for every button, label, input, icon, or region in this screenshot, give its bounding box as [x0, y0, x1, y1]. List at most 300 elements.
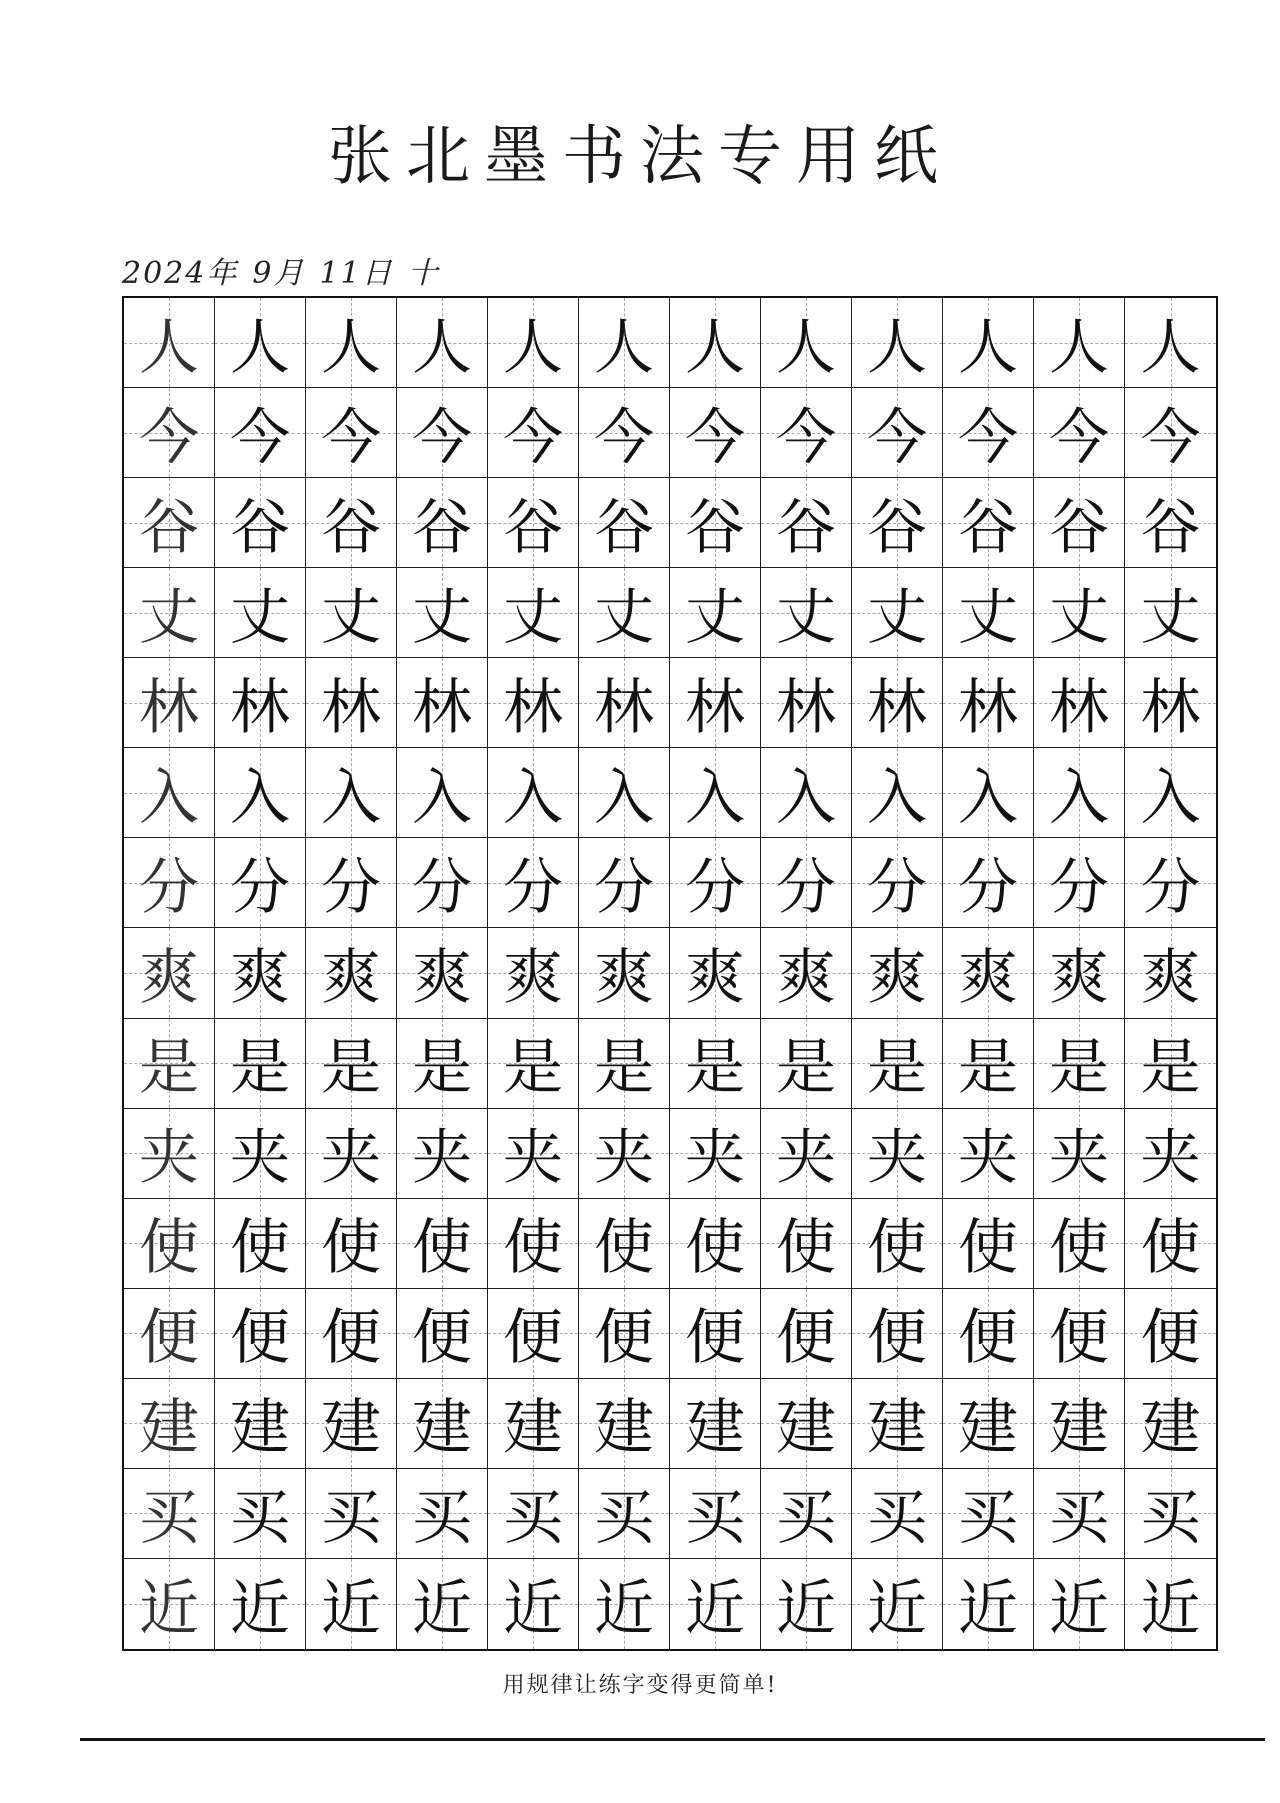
character: 使	[776, 1213, 836, 1284]
practice-character-cell	[579, 1469, 670, 1559]
character: 爽	[958, 942, 1018, 1013]
character: 谷	[321, 492, 381, 563]
character: 入	[412, 762, 472, 833]
character: 今	[1049, 402, 1109, 473]
character: 入	[776, 762, 836, 833]
character: 使	[230, 1213, 290, 1284]
practice-character-cell	[215, 1199, 306, 1289]
practice-character-cell	[943, 1019, 1034, 1109]
character: 人	[594, 312, 654, 383]
character: 分	[503, 852, 563, 923]
character: 买	[412, 1483, 472, 1554]
character: 今	[1140, 402, 1201, 473]
character: 林	[139, 672, 199, 743]
practice-character-cell	[215, 658, 306, 748]
practice-character-cell	[761, 298, 852, 388]
character: 使	[321, 1213, 381, 1284]
practice-character-cell	[852, 838, 943, 928]
practice-character-cell	[306, 568, 397, 658]
character: 是	[139, 1033, 199, 1104]
character: 使	[958, 1213, 1018, 1284]
character: 买	[685, 1483, 745, 1554]
practice-character-cell	[215, 388, 306, 478]
practice-character-cell	[670, 568, 761, 658]
practice-character-cell	[670, 928, 761, 1018]
practice-character-cell	[943, 298, 1034, 388]
practice-grid	[122, 296, 1218, 1651]
character: 今	[958, 402, 1018, 473]
practice-character-cell	[761, 478, 852, 568]
practice-character-cell	[761, 1109, 852, 1199]
character: 是	[594, 1033, 654, 1104]
practice-character-cell	[1034, 478, 1125, 568]
practice-character-cell	[761, 838, 852, 928]
character: 使	[867, 1213, 927, 1284]
character: 丈	[958, 582, 1018, 653]
practice-character-cell	[852, 388, 943, 478]
practice-character-cell	[215, 568, 306, 658]
practice-character-cell	[215, 928, 306, 1018]
character: 爽	[1140, 942, 1201, 1013]
practice-character-cell	[1034, 928, 1125, 1018]
character: 入	[321, 762, 381, 833]
character: 谷	[776, 492, 836, 563]
practice-character-cell	[1125, 748, 1216, 838]
practice-character-cell	[397, 1019, 488, 1109]
practice-character-cell	[852, 1199, 943, 1289]
model-character-cell	[124, 1469, 215, 1559]
model-character-cell	[124, 748, 215, 838]
practice-character-cell	[670, 1379, 761, 1469]
character: 夹	[321, 1123, 381, 1194]
character: 是	[867, 1033, 927, 1104]
practice-character-cell	[1125, 1379, 1216, 1469]
practice-character-cell	[488, 478, 579, 568]
model-character-cell	[124, 1109, 215, 1199]
character: 近	[958, 1573, 1018, 1644]
character: 丈	[321, 582, 381, 653]
character: 林	[776, 672, 836, 743]
character: 丈	[1049, 582, 1109, 653]
model-character-cell	[124, 838, 215, 928]
practice-character-cell	[397, 838, 488, 928]
character: 建	[503, 1393, 563, 1464]
character: 谷	[867, 492, 927, 563]
character: 买	[867, 1483, 927, 1554]
character: 便	[594, 1303, 654, 1374]
practice-character-cell	[397, 1379, 488, 1469]
practice-character-cell	[488, 1109, 579, 1199]
character: 买	[958, 1483, 1018, 1554]
character: 爽	[594, 942, 654, 1013]
character: 分	[412, 852, 472, 923]
character: 人	[230, 312, 290, 383]
character: 丈	[685, 582, 745, 653]
practice-character-cell	[215, 748, 306, 838]
practice-character-cell	[761, 1379, 852, 1469]
model-character-cell	[124, 1559, 215, 1649]
character: 丈	[867, 582, 927, 653]
practice-character-cell	[579, 748, 670, 838]
character: 今	[503, 402, 563, 473]
character: 丈	[139, 582, 199, 653]
practice-character-cell	[943, 388, 1034, 478]
practice-character-cell	[1125, 1019, 1216, 1109]
date-day: 11日	[319, 256, 394, 291]
practice-character-cell	[397, 928, 488, 1018]
practice-character-cell	[852, 298, 943, 388]
character: 是	[958, 1033, 1018, 1104]
character: 分	[867, 852, 927, 923]
character: 林	[1140, 672, 1201, 743]
character: 人	[685, 312, 745, 383]
practice-character-cell	[488, 1019, 579, 1109]
practice-character-cell	[579, 1559, 670, 1649]
practice-character-cell	[1125, 658, 1216, 748]
character: 近	[867, 1573, 927, 1644]
practice-character-cell	[488, 298, 579, 388]
character: 建	[776, 1393, 836, 1464]
practice-character-cell	[1125, 1109, 1216, 1199]
character: 近	[503, 1573, 563, 1644]
practice-character-cell	[397, 388, 488, 478]
character: 爽	[685, 942, 745, 1013]
practice-character-cell	[397, 1109, 488, 1199]
practice-character-cell	[1125, 298, 1216, 388]
practice-character-cell	[670, 838, 761, 928]
practice-character-cell	[1034, 568, 1125, 658]
character: 今	[594, 402, 654, 473]
practice-character-cell	[1034, 1559, 1125, 1649]
character: 买	[1140, 1483, 1201, 1554]
model-character-cell	[124, 568, 215, 658]
model-character-cell	[124, 658, 215, 748]
character: 今	[685, 402, 745, 473]
practice-character-cell	[306, 928, 397, 1018]
character: 使	[685, 1213, 745, 1284]
character: 近	[685, 1573, 745, 1644]
date-mark: 十	[407, 256, 440, 291]
practice-character-cell	[306, 388, 397, 478]
character: 是	[230, 1033, 290, 1104]
character: 夹	[776, 1123, 836, 1194]
character: 使	[412, 1213, 472, 1284]
character: 便	[958, 1303, 1018, 1374]
character: 买	[230, 1483, 290, 1554]
practice-character-cell	[1125, 838, 1216, 928]
character: 近	[230, 1573, 290, 1644]
practice-character-cell	[306, 1559, 397, 1649]
practice-character-cell	[1125, 928, 1216, 1018]
character: 夹	[1140, 1123, 1201, 1194]
practice-character-cell	[306, 1109, 397, 1199]
practice-character-cell	[397, 1559, 488, 1649]
practice-character-cell	[761, 1559, 852, 1649]
practice-character-cell	[852, 568, 943, 658]
practice-character-cell	[1034, 1379, 1125, 1469]
character: 建	[412, 1393, 472, 1464]
character: 爽	[321, 942, 381, 1013]
character: 今	[867, 402, 927, 473]
character: 使	[1049, 1213, 1109, 1284]
character: 分	[776, 852, 836, 923]
character: 近	[321, 1573, 381, 1644]
practice-character-cell	[215, 1379, 306, 1469]
character: 爽	[230, 942, 290, 1013]
model-character-cell	[124, 478, 215, 568]
practice-character-cell	[488, 568, 579, 658]
character: 林	[321, 672, 381, 743]
practice-character-cell	[306, 298, 397, 388]
character: 爽	[1049, 942, 1109, 1013]
practice-character-cell	[761, 388, 852, 478]
practice-character-cell	[397, 748, 488, 838]
date-month: 9月	[252, 256, 306, 291]
character: 丈	[776, 582, 836, 653]
practice-character-cell	[306, 1289, 397, 1379]
practice-character-cell	[852, 1109, 943, 1199]
character: 人	[776, 312, 836, 383]
practice-character-cell	[215, 838, 306, 928]
character: 谷	[503, 492, 563, 563]
practice-character-cell	[852, 1019, 943, 1109]
character: 建	[685, 1393, 745, 1464]
character: 谷	[958, 492, 1018, 563]
practice-character-cell	[943, 1199, 1034, 1289]
character: 近	[594, 1573, 654, 1644]
character: 近	[1140, 1573, 1201, 1644]
practice-character-cell	[1034, 1289, 1125, 1379]
character: 买	[503, 1483, 563, 1554]
practice-character-cell	[488, 1469, 579, 1559]
practice-character-cell	[397, 478, 488, 568]
practice-character-cell	[852, 478, 943, 568]
practice-character-cell	[488, 1289, 579, 1379]
character: 人	[139, 312, 199, 383]
character: 买	[776, 1483, 836, 1554]
practice-character-cell	[306, 658, 397, 748]
practice-character-cell	[670, 1109, 761, 1199]
character: 建	[230, 1393, 290, 1464]
character: 谷	[1049, 492, 1109, 563]
character: 便	[503, 1303, 563, 1374]
practice-character-cell	[943, 1469, 1034, 1559]
character: 谷	[685, 492, 745, 563]
character: 建	[594, 1393, 654, 1464]
practice-character-cell	[488, 388, 579, 478]
character: 入	[503, 762, 563, 833]
character: 分	[230, 852, 290, 923]
character: 今	[776, 402, 836, 473]
character: 分	[1049, 852, 1109, 923]
model-character-cell	[124, 298, 215, 388]
practice-character-cell	[488, 1559, 579, 1649]
practice-character-cell	[761, 1199, 852, 1289]
practice-character-cell	[943, 1289, 1034, 1379]
character: 建	[867, 1393, 927, 1464]
practice-character-cell	[579, 568, 670, 658]
practice-character-cell	[852, 658, 943, 748]
character: 人	[867, 312, 927, 383]
practice-character-cell	[670, 1469, 761, 1559]
practice-character-cell	[761, 1019, 852, 1109]
practice-character-cell	[488, 1199, 579, 1289]
character: 爽	[867, 942, 927, 1013]
character: 林	[867, 672, 927, 743]
character: 买	[321, 1483, 381, 1554]
character: 便	[776, 1303, 836, 1374]
practice-character-cell	[761, 748, 852, 838]
practice-character-cell	[1125, 568, 1216, 658]
character: 建	[321, 1393, 381, 1464]
character: 是	[1049, 1033, 1109, 1104]
character: 夹	[685, 1123, 745, 1194]
character: 使	[594, 1213, 654, 1284]
character: 夹	[867, 1123, 927, 1194]
character: 是	[1140, 1033, 1201, 1104]
practice-character-cell	[306, 838, 397, 928]
practice-character-cell	[215, 1109, 306, 1199]
character: 谷	[230, 492, 290, 563]
practice-character-cell	[852, 1289, 943, 1379]
character: 使	[1140, 1213, 1201, 1284]
practice-character-cell	[1125, 1469, 1216, 1559]
practice-character-cell	[670, 1199, 761, 1289]
character: 便	[139, 1303, 199, 1374]
practice-character-cell	[761, 928, 852, 1018]
practice-character-cell	[670, 478, 761, 568]
practice-character-cell	[306, 1379, 397, 1469]
date-line	[122, 248, 454, 292]
character: 人	[1140, 312, 1201, 383]
character: 是	[321, 1033, 381, 1104]
practice-character-cell	[943, 1559, 1034, 1649]
practice-character-cell	[579, 478, 670, 568]
character: 便	[685, 1303, 745, 1374]
character: 人	[321, 312, 381, 383]
page-title: 张北墨书法专用纸	[328, 120, 952, 194]
character: 人	[958, 312, 1018, 383]
character: 分	[958, 852, 1018, 923]
practice-character-cell	[306, 478, 397, 568]
character: 入	[685, 762, 745, 833]
character: 入	[139, 762, 199, 833]
practice-character-cell	[579, 928, 670, 1018]
character: 是	[503, 1033, 563, 1104]
practice-character-cell	[943, 748, 1034, 838]
character: 近	[1049, 1573, 1109, 1644]
practice-character-cell	[397, 1469, 488, 1559]
character: 人	[412, 312, 472, 383]
practice-character-cell	[670, 658, 761, 748]
practice-character-cell	[761, 568, 852, 658]
practice-character-cell	[670, 748, 761, 838]
practice-character-cell	[943, 1109, 1034, 1199]
character: 近	[139, 1573, 199, 1644]
practice-character-cell	[852, 1379, 943, 1469]
character: 夹	[139, 1123, 199, 1194]
character: 建	[1049, 1393, 1109, 1464]
practice-character-cell	[306, 1199, 397, 1289]
practice-character-cell	[943, 838, 1034, 928]
practice-character-cell	[1034, 1019, 1125, 1109]
character: 夹	[230, 1123, 290, 1194]
practice-character-cell	[579, 1019, 670, 1109]
practice-character-cell	[579, 658, 670, 748]
character: 入	[594, 762, 654, 833]
practice-character-cell	[215, 1289, 306, 1379]
practice-character-cell	[670, 1559, 761, 1649]
character: 夹	[412, 1123, 472, 1194]
practice-character-cell	[1125, 1289, 1216, 1379]
character: 是	[776, 1033, 836, 1104]
practice-character-cell	[761, 1469, 852, 1559]
practice-character-cell	[1034, 388, 1125, 478]
practice-character-cell	[579, 388, 670, 478]
character: 爽	[139, 942, 199, 1013]
character: 今	[412, 402, 472, 473]
character: 近	[776, 1573, 836, 1644]
character: 人	[1049, 312, 1109, 383]
practice-character-cell	[670, 1289, 761, 1379]
character: 夹	[1049, 1123, 1109, 1194]
character: 丈	[1140, 582, 1201, 653]
character: 便	[1140, 1303, 1201, 1374]
practice-character-cell	[1034, 1469, 1125, 1559]
practice-character-cell	[488, 838, 579, 928]
character: 是	[412, 1033, 472, 1104]
practice-character-cell	[1034, 658, 1125, 748]
character: 是	[685, 1033, 745, 1104]
character: 买	[1049, 1483, 1109, 1554]
model-character-cell	[124, 388, 215, 478]
character: 使	[139, 1213, 199, 1284]
practice-character-cell	[943, 1379, 1034, 1469]
character: 入	[230, 762, 290, 833]
character: 爽	[412, 942, 472, 1013]
practice-character-cell	[852, 1469, 943, 1559]
practice-character-cell	[943, 568, 1034, 658]
model-character-cell	[124, 1199, 215, 1289]
character: 夹	[958, 1123, 1018, 1194]
character: 入	[958, 762, 1018, 833]
practice-character-cell	[215, 1469, 306, 1559]
character: 人	[503, 312, 563, 383]
character: 林	[503, 672, 563, 743]
character: 谷	[412, 492, 472, 563]
character: 入	[1049, 762, 1109, 833]
character: 林	[230, 672, 290, 743]
character: 谷	[594, 492, 654, 563]
practice-character-cell	[943, 478, 1034, 568]
character: 买	[139, 1483, 199, 1554]
bottom-rule	[80, 1738, 1265, 1741]
character: 丈	[594, 582, 654, 653]
model-character-cell	[124, 1379, 215, 1469]
practice-character-cell	[488, 748, 579, 838]
model-character-cell	[124, 928, 215, 1018]
character: 夹	[503, 1123, 563, 1194]
character: 分	[139, 852, 199, 923]
character: 便	[412, 1303, 472, 1374]
character: 林	[412, 672, 472, 743]
character: 丈	[503, 582, 563, 653]
character: 近	[412, 1573, 472, 1644]
practice-character-cell	[1125, 478, 1216, 568]
character: 建	[958, 1393, 1018, 1464]
practice-character-cell	[397, 1199, 488, 1289]
practice-character-cell	[1125, 388, 1216, 478]
